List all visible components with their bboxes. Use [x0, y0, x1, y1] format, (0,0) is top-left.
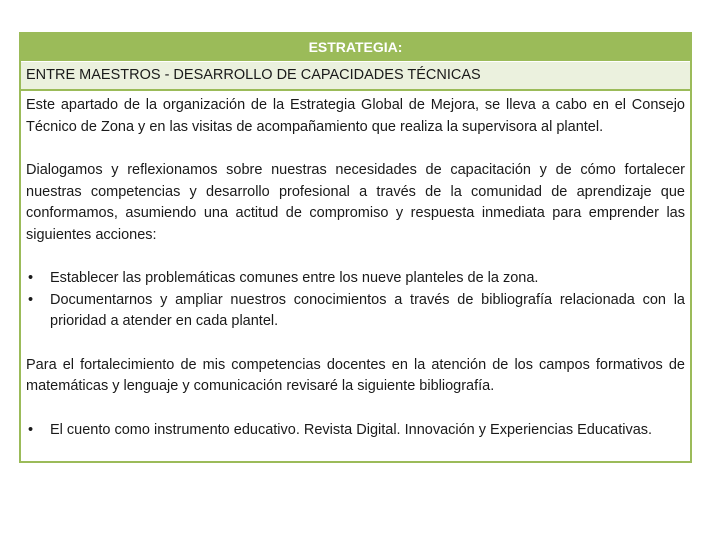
- list-item: [26, 268, 685, 290]
- bullet-icon: •: [28, 291, 34, 308]
- list-item-text: Documentarnos y ampliar nuestros conocimientos a través de bibliografía relacionada con la prioridad a atender en cada plantel.: [50, 291, 685, 329]
- list-item-text: El cuento como instrumento educativo. Revista Digital. Innovación y Experiencias Educativas.: [50, 421, 653, 438]
- bullet-icon: •: [28, 421, 34, 438]
- table-header: ESTRATEGIA:: [21, 34, 690, 62]
- actions-list: [26, 268, 685, 333]
- paragraph-bibliography: Para el fortalecimiento de mis competencias docentes en la atención de los campos formativos de matemáticas y lenguaje y comunicación revisaré la siguiente bibliografía.: [26, 356, 685, 394]
- paragraph-intro: Este apartado de la organización de la Estrategia Global de Mejora, se lleva a cabo en el Consejo Técnico de Zona y en las visitas de acompañamiento que realiza la supervisora al plantel.: [26, 97, 685, 135]
- strategy-table: [19, 32, 692, 463]
- bullet-icon: •: [28, 270, 34, 286]
- table-subheader: ENTRE MAESTROS - DESARROLLO DE CAPACIDADES TÉCNICAS: [21, 62, 690, 91]
- table-body: [21, 91, 690, 461]
- paragraph-dialogue: Dialogamos y reflexionamos sobre nuestras necesidades de capacitación y de cómo fortalecer nuestras competencias y desarrollo profesional a través de la comunidad de aprendizaje que conformamos, asumiendo una actitud de compromiso y respuesta inmediata para emprender las siguientes acciones:: [26, 162, 685, 243]
- list-item: [26, 290, 685, 333]
- list-item: [26, 420, 685, 442]
- bibliography-list: [26, 420, 685, 442]
- list-item-text: Establecer las problemáticas comunes entre los nueve planteles de la zona.: [50, 270, 539, 286]
